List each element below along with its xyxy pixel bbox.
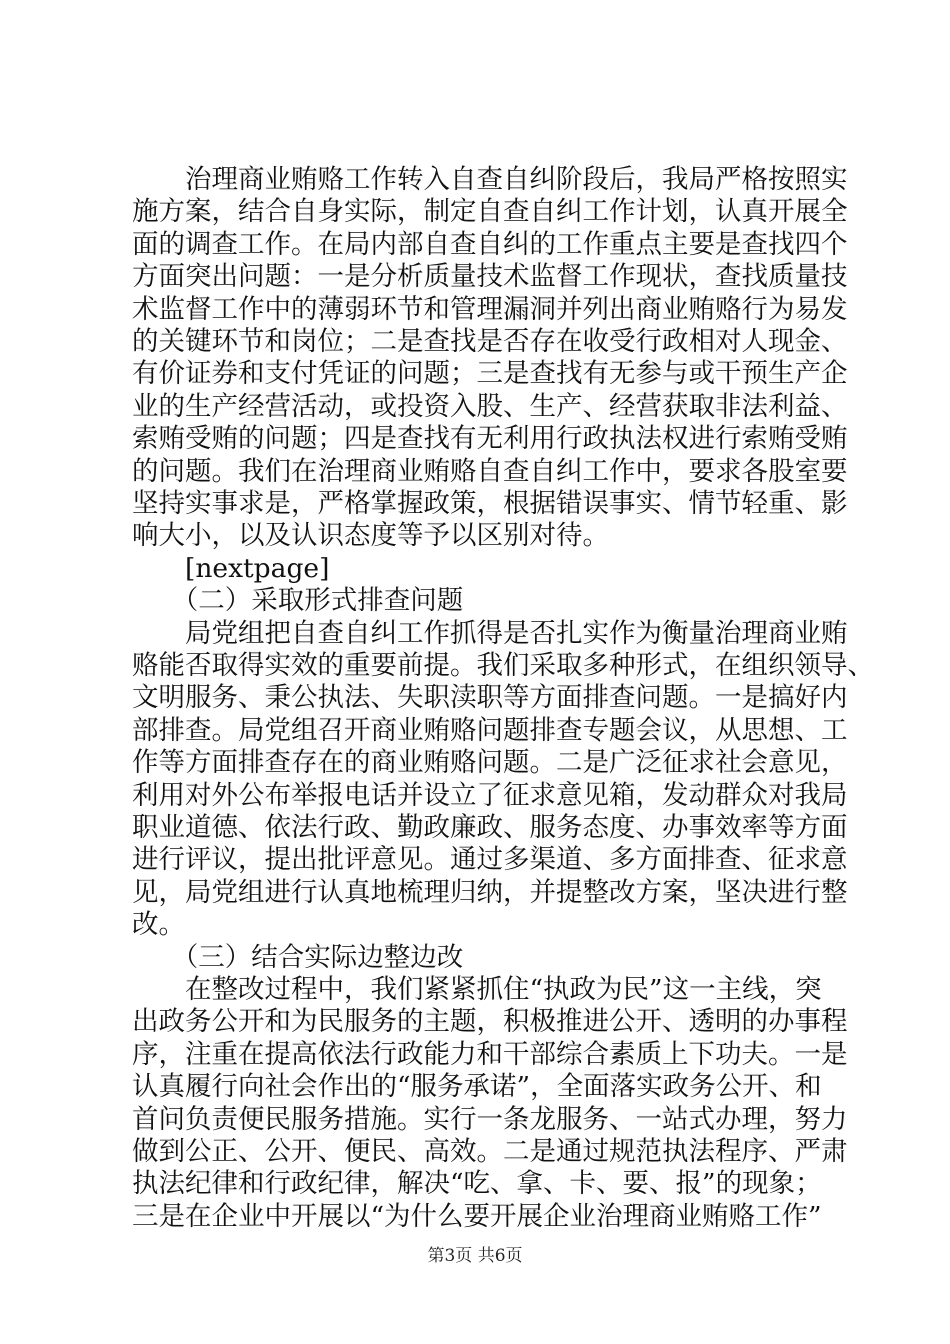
text-line: 序，注重在提高依法行政能力和干部综合素质上下功夫。一是 [132,1038,848,1070]
text-line: 局党组把自查自纠工作抓得是否扎实作为衡量治理商业贿 [132,617,848,649]
text-line: 方面突出问题：一是分析质量技术监督工作现状，查找质量技 [132,261,848,293]
text-line: 见，局党组进行认真地梳理归纳，并提整改方案，坚决进行整 [132,876,848,908]
text-line: 坚持实事求是，严格掌握政策，根据错误事实、情节轻重、影 [132,488,848,519]
text-line: 术监督工作中的薄弱环节和管理漏洞并列出商业贿赂行为易发 [132,293,848,325]
text-line: 部排查。局党组召开商业贿赂问题排查专题会议，从思想、工 [132,714,848,746]
text-line: 响大小，以及认识态度等予以区别对待。 [132,520,609,552]
text-line: 做到公正、公开、便民、高效。二是通过规范执法程序、严肃 [132,1136,848,1167]
text-line: 面的调查工作。在局内部自查自纠的工作重点主要是查找四个 [132,228,848,260]
page-footer: 第3页 共6页 [427,1246,523,1266]
text-line: 施方案，结合自身实际，制定自查自纠工作计划，认真开展全 [132,196,848,228]
text-line: 认真履行向社会作出的“服务承诺”，全面落实政务公开、和 [132,1071,822,1103]
text-line: 在整改过程中，我们紧紧抓住“执政为民”这一主线，突 [132,974,822,1005]
text-line: 的问题。我们在治理商业贿赂自查自纠工作中，要求各股室要 [132,455,848,487]
text-line: 利用对外公布举报电话并设立了征求意见箱，发动群众对我局 [132,779,848,811]
text-line: 的关键环节和岗位；二是查找是否存在收受行政相对人现金、 [132,326,848,357]
text-line: 出政务公开和为民服务的主题，积极推进公开、透明的办事程 [132,1006,848,1038]
text-line: 赂能否取得实效的重要前提。我们采取多种形式，在组织领导、 [132,650,874,681]
text-line: 进行评议，提出批评意见。通过多渠道、多方面排查、征求意 [132,844,848,876]
text-line: [nextpage] [132,552,330,584]
text-line: 作等方面排查存在的商业贿赂问题。二是广泛征求社会意见， [132,747,848,779]
text-line: 索贿受贿的问题；四是查找有无利用行政执法权进行索贿受贿 [132,423,848,455]
text-line: 职业道德、依法行政、勤政廉政、服务态度、办事效率等方面 [132,812,848,843]
text-line: 改。 [132,909,185,941]
text-line: 文明服务、秉公执法、失职渎职等方面排查问题。一是搞好内 [132,682,848,714]
text-line: 首问负责便民服务措施。实行一条龙服务、一站式办理，努力 [132,1103,848,1135]
text-line: 有价证券和支付凭证的问题；三是查找有无参与或干预生产企 [132,358,848,390]
text-line: 治理商业贿赂工作转入自查自纠阶段后，我局严格按照实 [132,164,848,195]
text-line: 执法纪律和行政纪律，解决“吃、拿、卡、要、报”的现象； [132,1168,822,1200]
text-line: 业的生产经营活动，或投资入股、生产、经营获取非法利益、 [132,390,848,422]
text-line: （二）采取形式排查问题 [132,585,464,617]
text-line: （三）结合实际边整边改 [132,941,464,973]
text-line: 三是在企业中开展以“为什么要开展企业治理商业贿赂工作” [132,1200,822,1232]
